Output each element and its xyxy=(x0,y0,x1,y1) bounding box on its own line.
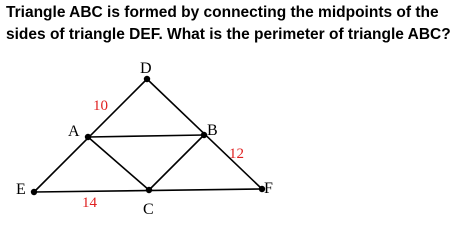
length-DA: 10 xyxy=(93,98,108,114)
label-C: C xyxy=(143,201,154,218)
question-line-1: Triangle ABC is formed by connecting the midpoints of the xyxy=(6,4,439,21)
question-line-2: sides of triangle DEF. What is the perimeter of triangle ABC? xyxy=(6,26,451,43)
label-D: D xyxy=(140,60,152,77)
segment-AB xyxy=(88,135,204,137)
segment-BC xyxy=(149,135,204,190)
point-C xyxy=(146,187,152,193)
label-B: B xyxy=(207,122,218,139)
label-E: E xyxy=(16,181,26,198)
point-E xyxy=(31,189,37,195)
label-A: A xyxy=(68,123,80,140)
point-A xyxy=(85,134,91,140)
label-F: F xyxy=(264,180,273,197)
segment-AC xyxy=(88,137,149,190)
length-BF: 12 xyxy=(229,146,244,162)
length-EC: 14 xyxy=(82,195,97,211)
